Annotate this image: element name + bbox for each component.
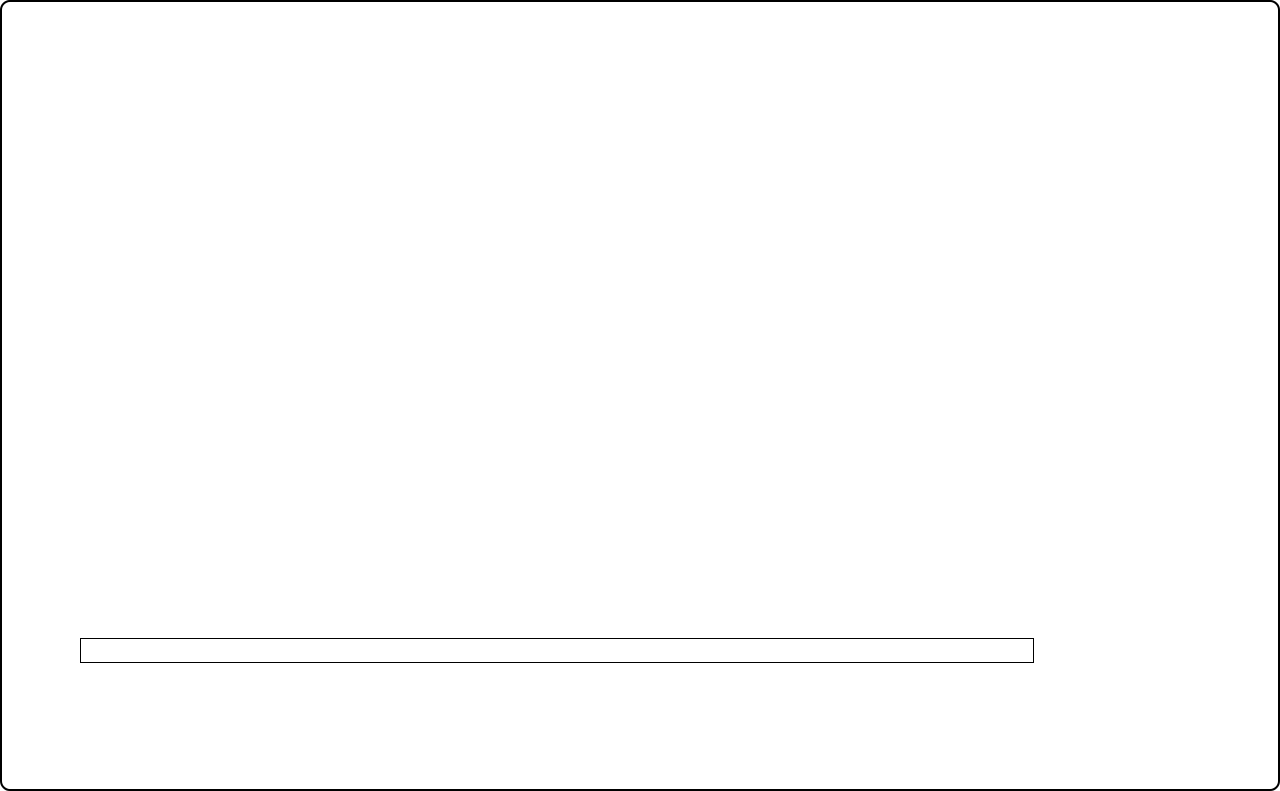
election-line-chart — [2, 2, 1280, 632]
legend — [80, 638, 1034, 663]
